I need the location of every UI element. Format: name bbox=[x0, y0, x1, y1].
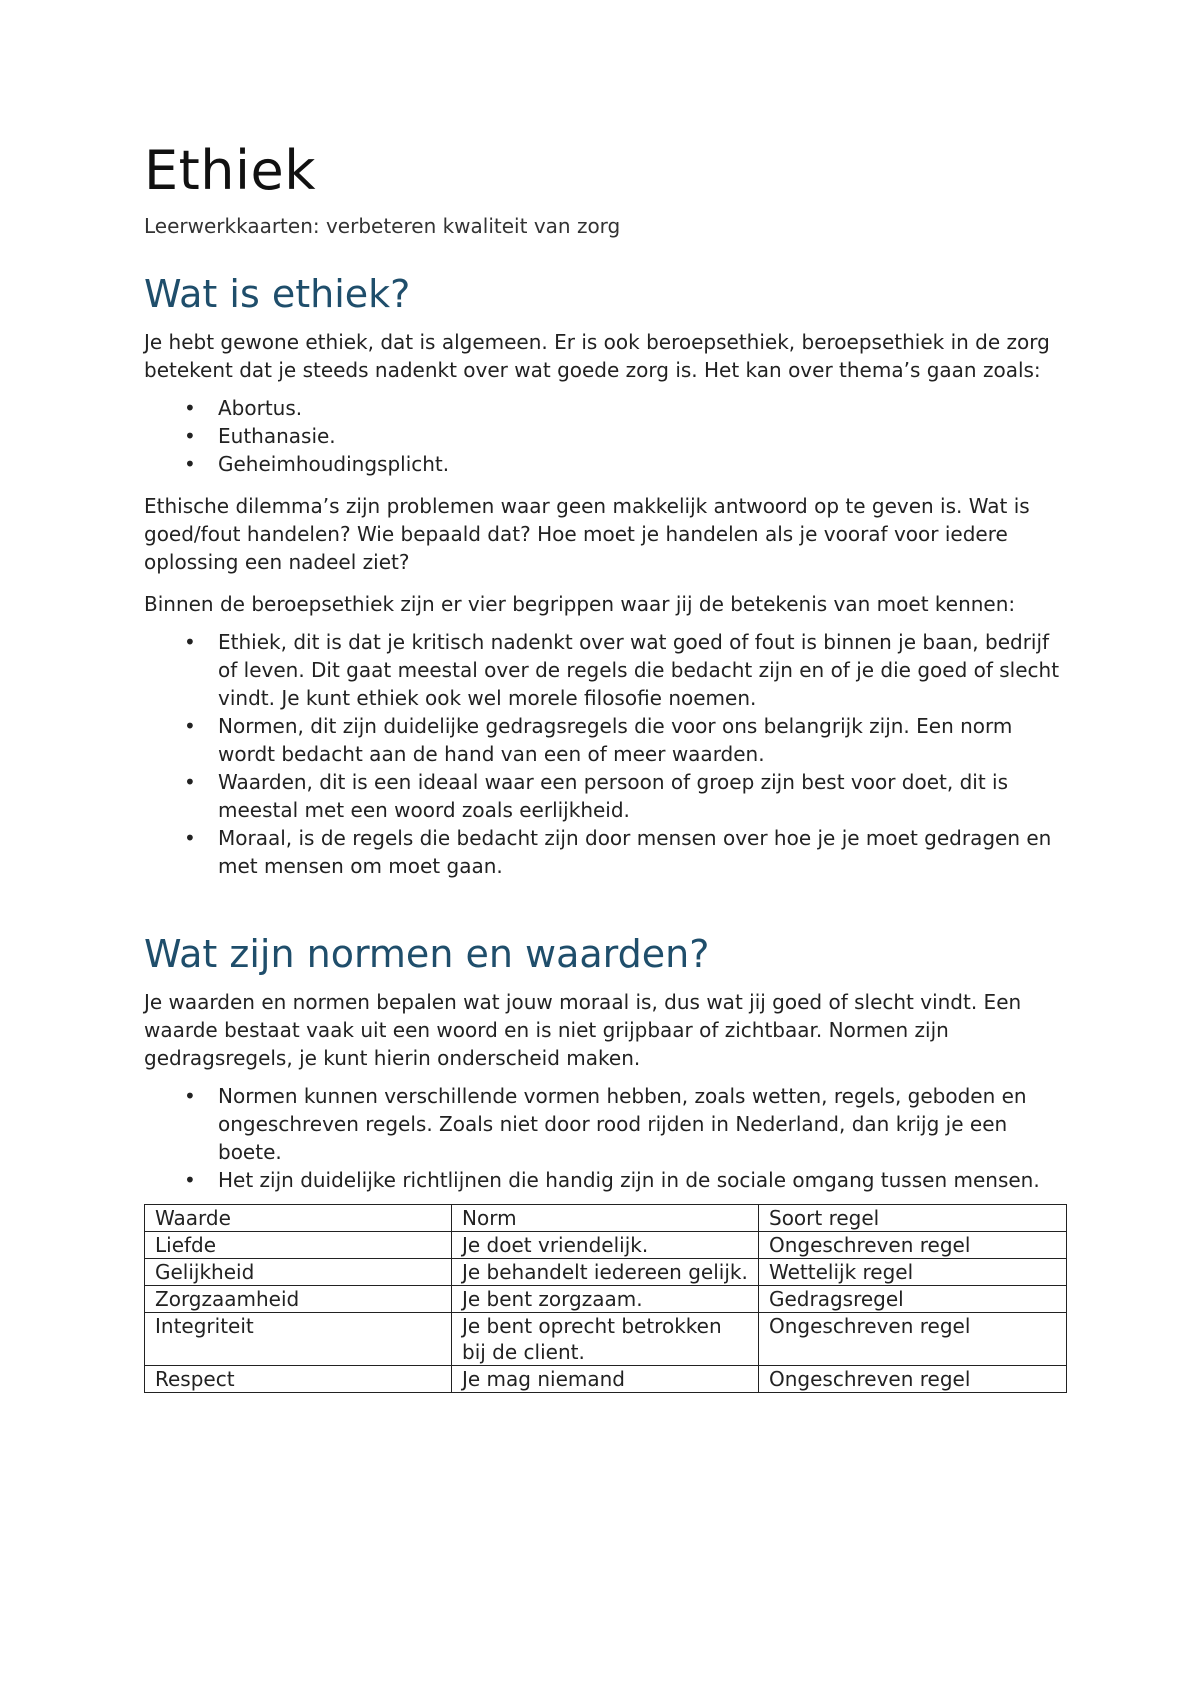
table-cell: Zorgzaamheid bbox=[145, 1286, 452, 1313]
list-item bbox=[144, 628, 1064, 712]
concepts-list bbox=[144, 628, 1064, 880]
heading-wat-is-ethiek: Wat is ethiek? bbox=[144, 272, 411, 316]
table-cell: Integriteit bbox=[145, 1313, 452, 1366]
document-subtitle: Leerwerkkaarten: verbeteren kwaliteit van zorg bbox=[144, 214, 621, 238]
paragraph-concepts-intro: Binnen de beroepsethiek zijn er vier begrippen waar jij de betekenis van moet kennen: bbox=[144, 592, 1016, 616]
bullet-icon: • bbox=[184, 396, 196, 420]
table-cell: Je bent oprecht betrokken bij de client. bbox=[452, 1313, 759, 1366]
list-item bbox=[144, 422, 1064, 450]
table-cell: Ongeschreven regel bbox=[759, 1232, 1067, 1259]
table-cell: Wettelijk regel bbox=[759, 1259, 1067, 1286]
list-item-text: Normen kunnen verschillende vormen hebben, zoals wetten, regels, geboden en ongeschreven regels. Zoals niet door rood rijden in Nederland, dan krijg je een boete. bbox=[218, 1084, 1027, 1164]
paragraph-intro-ethiek: Je hebt gewone ethiek, dat is algemeen. Er is ook beroepsethiek, beroepsethiek in de zorg betekent dat je steeds nadenkt over wat goede zorg is. Het kan over thema’s gaan zoals: bbox=[144, 330, 1050, 382]
norms-list bbox=[144, 1082, 1064, 1194]
bullet-icon: • bbox=[184, 452, 196, 476]
paragraph-dilemmas: Ethische dilemma’s zijn problemen waar geen makkelijk antwoord op te geven is. Wat is goed/fout handelen? Wie bepaald dat? Hoe moet je handelen als je vooraf voor iedere oplossing een nadeel ziet? bbox=[144, 494, 1030, 574]
bullet-icon: • bbox=[184, 1084, 196, 1108]
table-row bbox=[145, 1232, 1067, 1259]
list-item-text: Waarden, dit is een ideaal waar een persoon of groep zijn best voor doet, dit is meestal met een woord zoals eerlijkheid. bbox=[218, 770, 1008, 822]
table-row bbox=[145, 1366, 1067, 1393]
list-item-text: Geheimhoudingsplicht. bbox=[218, 452, 450, 476]
norms-values-table bbox=[144, 1204, 1067, 1393]
document-title: Ethiek bbox=[144, 139, 317, 202]
table-cell: Respect bbox=[145, 1366, 452, 1393]
table-cell: Je doet vriendelijk. bbox=[452, 1232, 759, 1259]
table-row bbox=[145, 1313, 1067, 1366]
list-item bbox=[144, 450, 1064, 478]
bullet-icon: • bbox=[184, 770, 196, 794]
list-item bbox=[144, 1166, 1064, 1194]
table-header-cell: Soort regel bbox=[759, 1205, 1067, 1232]
bullet-icon: • bbox=[184, 714, 196, 738]
bullet-icon: • bbox=[184, 424, 196, 448]
table-cell: Ongeschreven regel bbox=[759, 1313, 1067, 1366]
table-cell: Je behandelt iedereen gelijk. bbox=[452, 1259, 759, 1286]
list-item-text: Het zijn duidelijke richtlijnen die handig zijn in de sociale omgang tussen mensen. bbox=[218, 1168, 1040, 1192]
table-cell: Je mag niemand bbox=[452, 1366, 759, 1393]
list-item-text: Euthanasie. bbox=[218, 424, 336, 448]
list-item bbox=[144, 768, 1064, 824]
table-header-cell: Norm bbox=[452, 1205, 759, 1232]
bullet-icon: • bbox=[184, 1168, 196, 1192]
list-item bbox=[144, 712, 1064, 768]
table-row bbox=[145, 1259, 1067, 1286]
table-header-cell: Waarde bbox=[145, 1205, 452, 1232]
bullet-icon: • bbox=[184, 630, 196, 654]
paragraph-intro-normen: Je waarden en normen bepalen wat jouw moraal is, dus wat jij goed of slecht vindt. Een waarde bestaat vaak uit een woord en is niet grijpbaar of zichtbaar. Normen zijn gedragsregels, je kunt hierin onderscheid maken. bbox=[144, 990, 1022, 1070]
table-cell: Gelijkheid bbox=[145, 1259, 452, 1286]
table-row bbox=[145, 1286, 1067, 1313]
list-item bbox=[144, 394, 1064, 422]
bullet-icon: • bbox=[184, 826, 196, 850]
table-cell: Gedragsregel bbox=[759, 1286, 1067, 1313]
list-item-text: Normen, dit zijn duidelijke gedragsregels die voor ons belangrijk zijn. Een norm wordt bedacht aan de hand van een of meer waarden. bbox=[218, 714, 1013, 766]
document-content bbox=[144, 138, 1064, 1393]
themes-list bbox=[144, 394, 1064, 478]
heading-normen-en-waarden: Wat zijn normen en waarden? bbox=[144, 932, 710, 976]
list-item bbox=[144, 824, 1064, 880]
table-header-row bbox=[145, 1205, 1067, 1232]
table-cell: Ongeschreven regel bbox=[759, 1366, 1067, 1393]
list-item-text: Moraal, is de regels die bedacht zijn door mensen over hoe je je moet gedragen en met mensen om moet gaan. bbox=[218, 826, 1052, 878]
list-item-text: Ethiek, dit is dat je kritisch nadenkt over wat goed of fout is binnen je baan, bedrijf of leven. Dit gaat meestal over de regels die bedacht zijn en of je die goed of slecht vindt. Je kunt ethiek ook wel morele filosofie noemen. bbox=[218, 630, 1060, 710]
table-cell: Liefde bbox=[145, 1232, 452, 1259]
list-item bbox=[144, 1082, 1064, 1166]
table-cell: Je bent zorgzaam. bbox=[452, 1286, 759, 1313]
list-item-text: Abortus. bbox=[218, 396, 303, 420]
